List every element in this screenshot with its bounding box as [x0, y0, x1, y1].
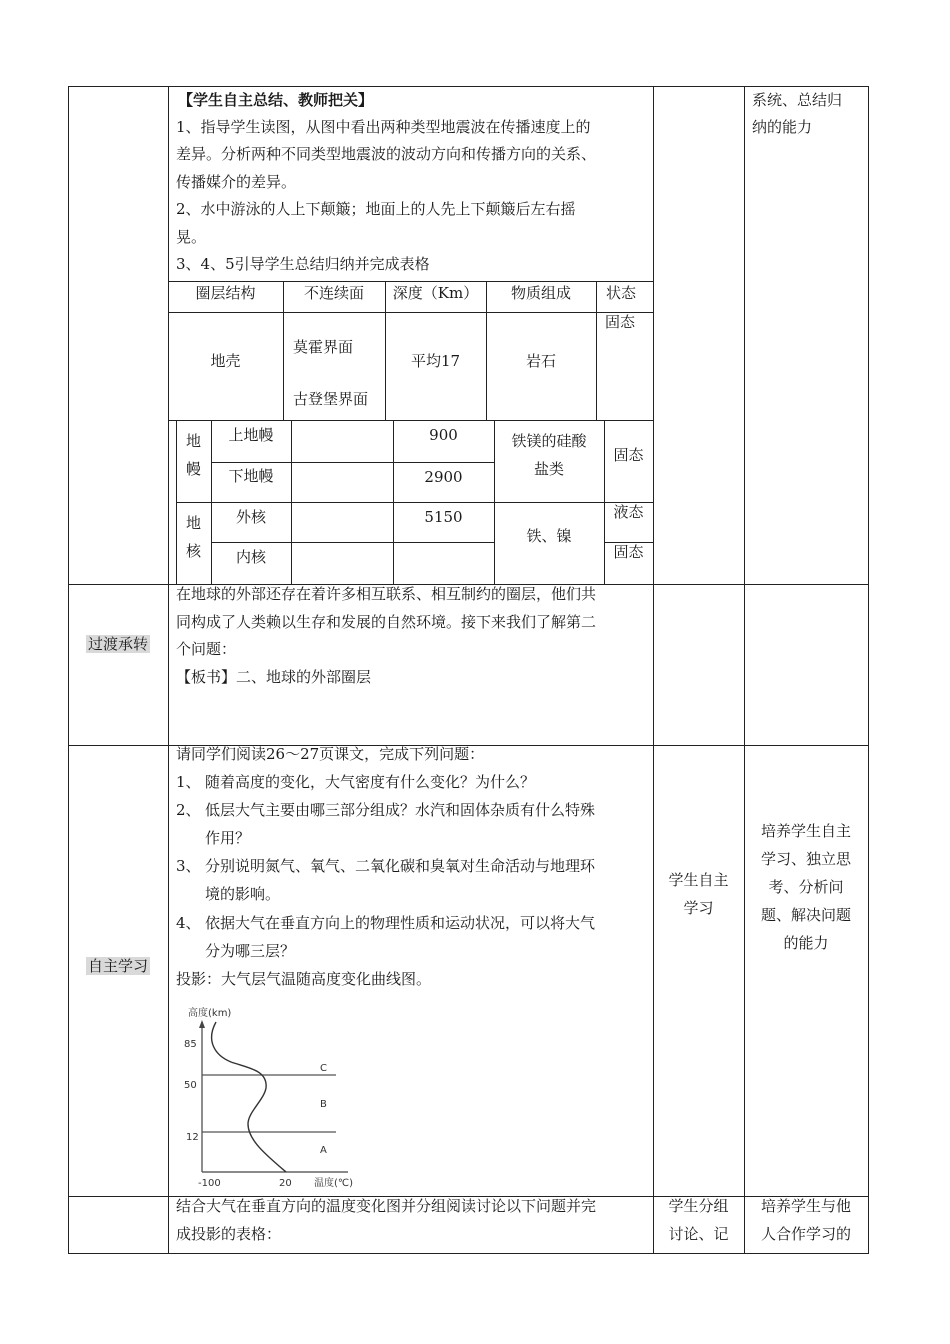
layer-label-b: B: [320, 1099, 327, 1110]
y-tick-label: 50: [184, 1080, 197, 1091]
row2-line: 同构成了人类赖以生存和发展的自然环境。接下来我们了解第二: [176, 613, 597, 631]
goal-line: 人合作学习的: [760, 1225, 851, 1243]
y-tick-label: 12: [186, 1132, 199, 1143]
row1-line: 传播媒介的差异。: [176, 173, 297, 191]
question-number: 4、: [176, 914, 201, 932]
y-axis-label: 高度(km): [188, 1008, 232, 1019]
mantle-group-char: 幔: [185, 460, 201, 478]
projection-note: 投影：大气层气温随高度变化曲线图。: [176, 970, 432, 988]
row4-line: 成投影的表格：: [176, 1225, 282, 1243]
question-line: 境的影响。: [205, 885, 281, 903]
header-material: 物质组成: [510, 284, 571, 302]
goal-line: 培养学生自主: [760, 822, 851, 840]
x-tick-label: -100: [198, 1178, 221, 1189]
question-line: 依据大气在垂直方向上的物理性质和运动状况，可以将大气: [205, 914, 596, 932]
question-line: 作用？: [205, 829, 251, 847]
question-number: 1、: [176, 773, 201, 791]
row1-line: 晃。: [176, 228, 207, 246]
header-depth: 深度（Km）: [392, 284, 479, 302]
question-number: 3、: [176, 857, 201, 875]
section-heading: 【学生自主总结、教师把关】: [178, 91, 374, 109]
mantle-group-char: 地: [185, 432, 201, 450]
row-label-transition: 过渡承转: [87, 635, 148, 653]
inner-core-state: 固态: [613, 543, 644, 561]
question-line: 随着高度的变化，大气密度有什么变化？为什么？: [205, 773, 536, 791]
row1-line: 3、4、5引导学生总结归纳并完成表格: [176, 255, 430, 273]
outer-core-state: 液态: [613, 503, 644, 521]
upper-mantle-depth: 900: [429, 426, 458, 444]
moho-interface: 莫霍界面: [293, 338, 354, 356]
crust-state: 固态: [605, 313, 636, 331]
activity-line: 学习: [683, 899, 714, 917]
row2-line: 在地球的外部还存在着许多相互联系、相互制约的圈层，他们共: [176, 585, 597, 603]
x-tick-label: 20: [279, 1178, 292, 1189]
outer-core-depth: 5150: [424, 508, 463, 526]
inner-core: 内核: [235, 548, 266, 566]
outer-core: 外核: [235, 508, 266, 526]
temperature-curve: [212, 1022, 286, 1172]
row4-line: 结合大气在垂直方向的温度变化图并分组阅读讨论以下问题并完: [176, 1197, 597, 1215]
row1-goal-line: 系统、总结归: [752, 91, 843, 109]
goal-line: 学习、独立思: [760, 850, 851, 868]
layer-label-a: A: [320, 1145, 327, 1156]
mantle-state: 固态: [613, 446, 644, 464]
activity-line: 学生分组: [668, 1197, 729, 1215]
row2-line: 个问题：: [176, 640, 237, 658]
y-tick-label: 85: [184, 1039, 197, 1050]
gutenberg-interface: 古登堡界面: [293, 390, 369, 408]
crust-depth: 平均17: [410, 352, 461, 370]
goal-line: 的能力: [783, 934, 829, 952]
core-material: 铁、镍: [526, 527, 572, 545]
question-line: 分别说明氮气、氧气、二氧化碳和臭氧对生命活动与地理环: [205, 857, 596, 875]
question-line: 分为哪三层？: [205, 942, 296, 960]
x-axis-label: 温度(℃): [314, 1178, 354, 1189]
question-line: 低层大气主要由哪三部分组成？水汽和固体杂质有什么特殊: [205, 801, 596, 819]
atmosphere-temperature-figure: [176, 1000, 376, 1190]
layer-label-c: C: [320, 1063, 327, 1074]
y-axis-arrow: [199, 1020, 205, 1028]
mantle-material: 铁镁的硅酸: [511, 432, 587, 450]
row1-line: 1、指导学生读图，从图中看出两种类型地震波在传播速度上的: [176, 118, 591, 136]
core-group-char: 核: [185, 542, 201, 560]
activity-line: 学生自主: [668, 871, 729, 889]
mantle-material: 盐类: [533, 460, 564, 478]
goal-line: 题、解决问题: [760, 906, 851, 924]
row1-line: 2、水中游泳的人上下颠簸；地面上的人先上下颠簸后左右摇: [176, 200, 576, 218]
activity-line: 讨论、记: [668, 1225, 729, 1243]
row1-line: 差异。分析两种不同类型地震波的波动方向和传播方向的关系、: [176, 145, 597, 163]
row3-intro: 请同学们阅读26～27页课文，完成下列问题：: [176, 745, 485, 763]
crust-material: 岩石: [525, 352, 556, 370]
question-number: 2、: [176, 801, 201, 819]
lower-mantle-depth: 2900: [424, 468, 463, 486]
upper-mantle: 上地幔: [228, 426, 274, 444]
board-note: 【板书】二、地球的外部圈层: [176, 668, 372, 686]
row-label-self-study: 自主学习: [87, 957, 148, 975]
row1-goal-line: 纳的能力: [752, 118, 813, 136]
goal-line: 考、分析问: [768, 878, 844, 896]
header-interface: 不连续面: [303, 284, 364, 302]
core-group-char: 地: [185, 514, 201, 532]
goal-line: 培养学生与他: [760, 1197, 851, 1215]
lower-mantle: 下地幔: [228, 467, 274, 485]
crust-name: 地壳: [210, 352, 241, 370]
header-state: 状态: [605, 284, 636, 302]
header-layer: 圈层结构: [195, 284, 256, 302]
